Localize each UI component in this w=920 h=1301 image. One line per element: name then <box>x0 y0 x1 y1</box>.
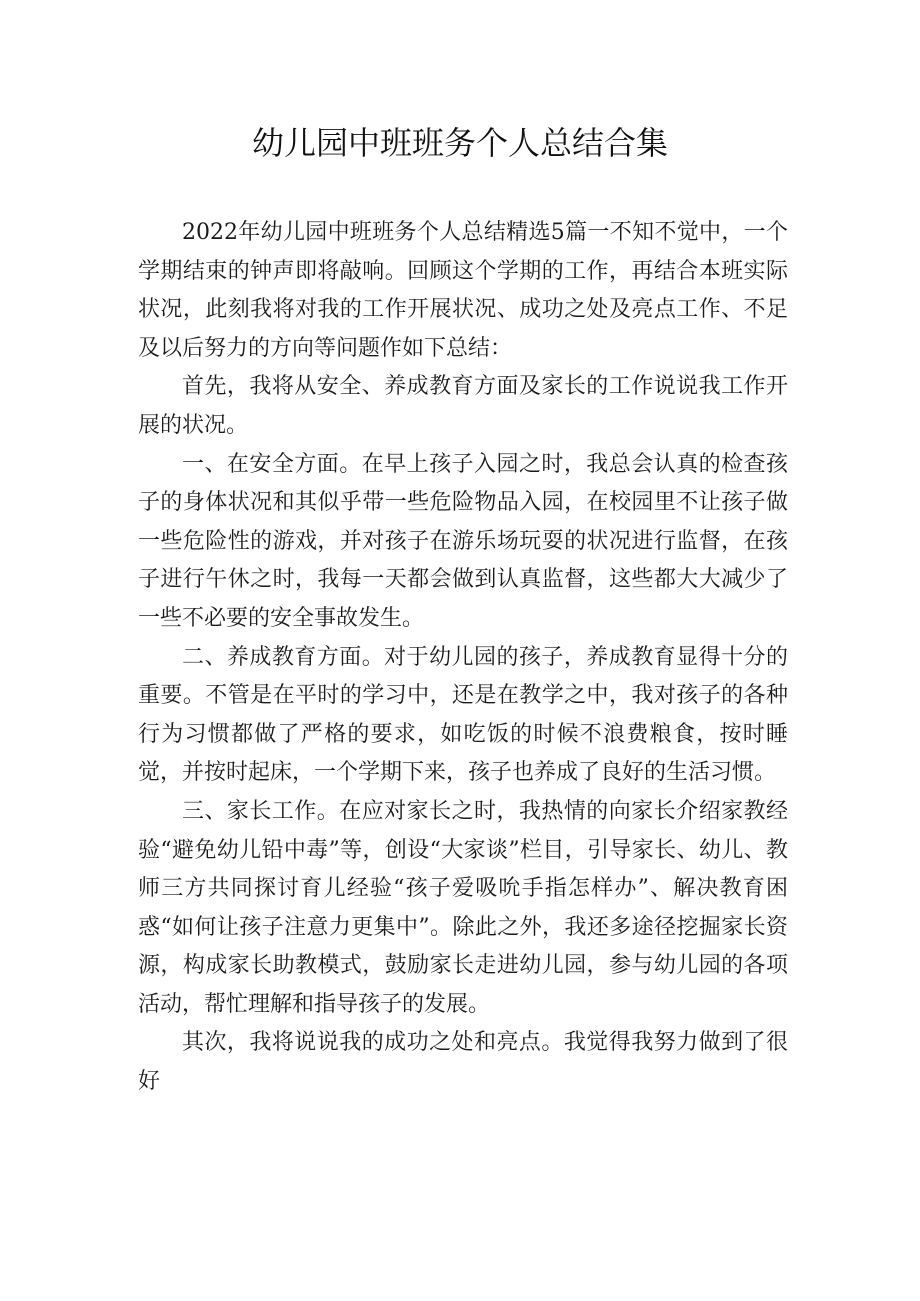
paragraph-successes: 其次，我将说说我的成功之处和亮点。我觉得我努力做到了很好 <box>138 1030 788 1095</box>
paragraph-safety: 一、在安全方面。在早上孩子入园之时，我总会认真的检查孩子的身体状况和其似乎带一些危险物品入园，在校园里不让孩子做一些危险性的游戏，并对孩子在游乐场玩耍的状况进行监督，在孩子进行午休之时，我每一天都会做到认真监督，这些都大大减少了一些不必要的安全事故发生。 <box>138 451 788 631</box>
paragraph-habits: 二、养成教育方面。对于幼儿园的孩子，养成教育显得十分的重要。不管是在平时的学习中，还是在教学之中，我对孩子的各种行为习惯都做了严格的要求，如吃饭的时候不浪费粮食，按时睡觉，并按时起床，一个学期下来，孩子也养成了良好的生活习惯。 <box>138 644 788 786</box>
document-title: 幼儿园中班班务个人总结合集 <box>251 124 668 162</box>
document-body <box>138 214 788 1102</box>
paragraph-intro: 2022年幼儿园中班班务个人总结精选5篇一不知不觉中，一个学期结束的钟声即将敲响。回顾这个学期的工作，再结合本班实际状况，此刻我将对我的工作开展状况、成功之处及亮点工作、不足及以后努力的方向等问题作如下总结： <box>138 220 788 361</box>
paragraph-parents: 三、家长工作。在应对家长之时，我热情的向家长介绍家教经验“避免幼儿铅中毒”等，创设“大家谈”栏目，引导家长、幼儿、教师三方共同探讨育儿经验“孩子爱吸吮手指怎样办”、解决教育困惑“如何让孩子注意力更集中”。除此之外，我还多途径挖掘家长资源，构成家长助教模式，鼓励家长走进幼儿园，参与幼儿园的各项活动，帮忙理解和指导孩子的发展。 <box>138 798 788 1017</box>
paragraph-overview: 首先，我将从安全、养成教育方面及家长的工作说说我工作开展的状况。 <box>138 374 788 438</box>
